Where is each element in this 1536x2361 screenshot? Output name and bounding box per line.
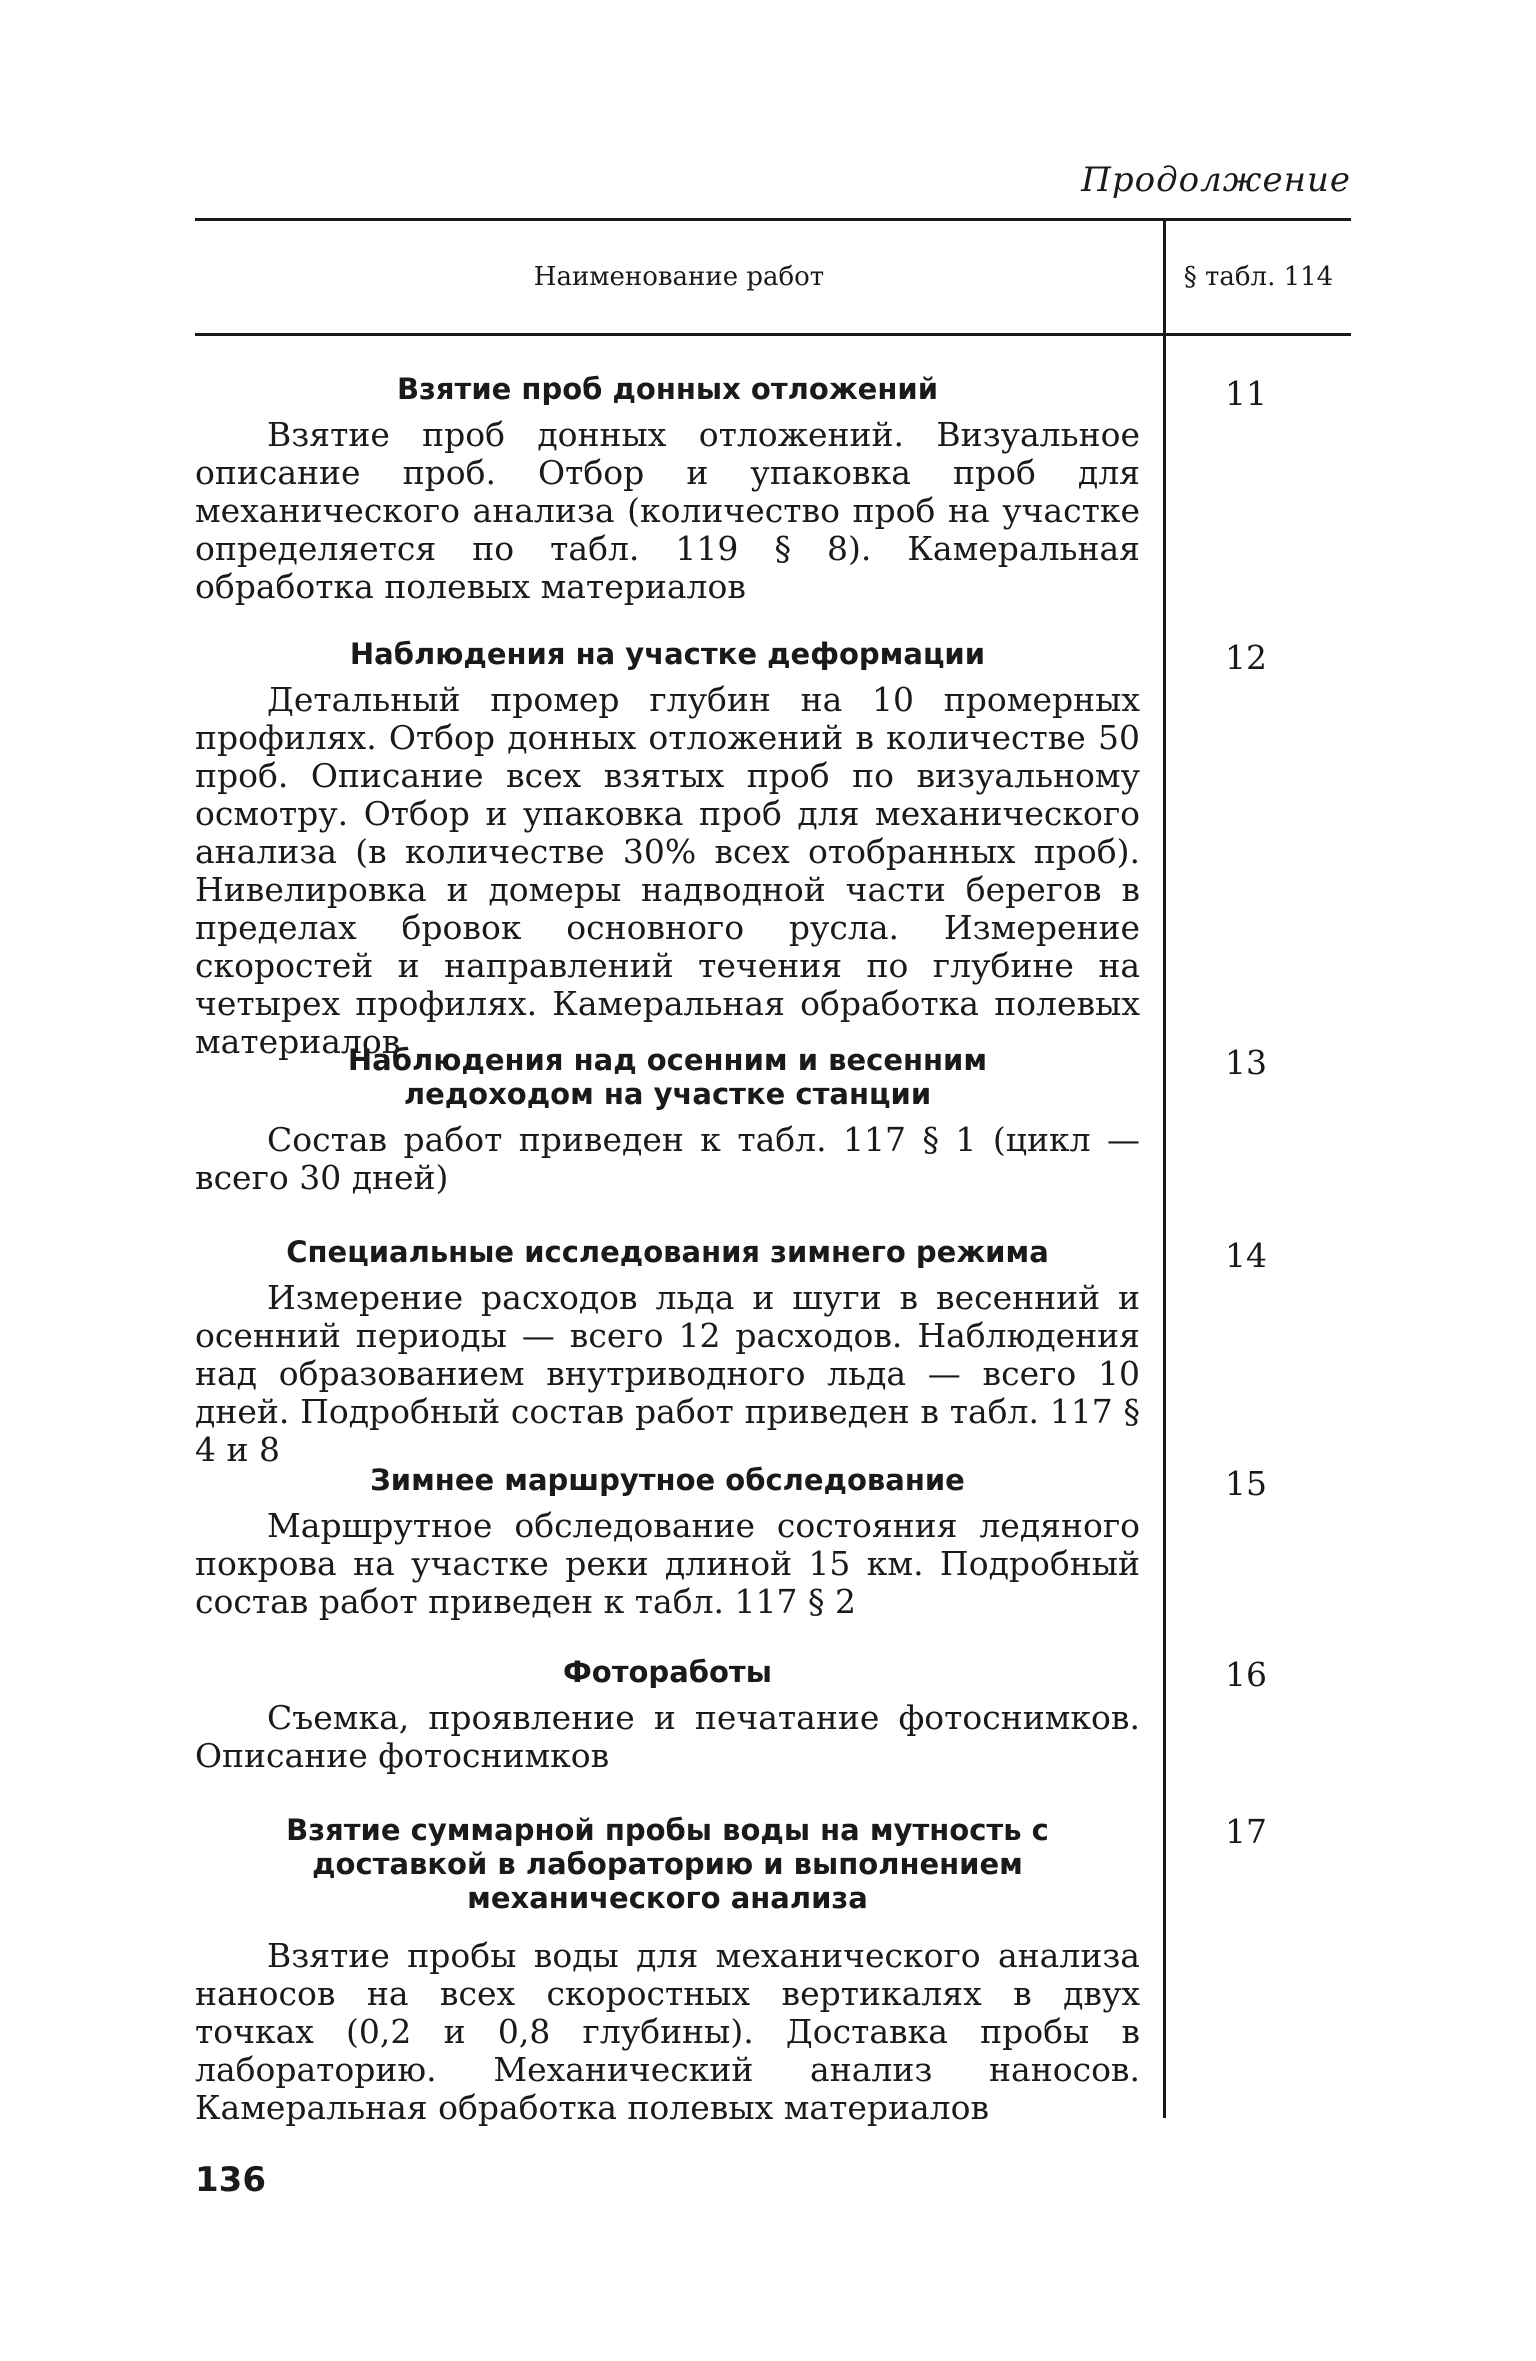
section-number: 17 [1225,1812,1267,1851]
section-title: Наблюдения на участке деформации [349,637,986,671]
table-row-15 [195,1463,1140,1621]
section-title: Наблюдения над осенним и весенним ледоходом на участке станции [347,1043,988,1111]
section-number: 13 [1225,1043,1267,1082]
section-title: Зимнее маршрутное обследование [370,1463,965,1497]
section-number: 12 [1225,638,1267,677]
section-text: Взятие проб донных отложений. Визуальное описание проб. Отбор и упаковка проб для механического анализа (количество проб на участке определяется по табл. 119 § 8). Камеральная обработка полевых материалов [195,415,1140,606]
section-text: Состав работ приведен к табл. 117 § 1 (цикл — всего 30 дней) [195,1120,1140,1197]
section-number: 15 [1225,1464,1267,1503]
section-number: 11 [1225,374,1267,413]
section-title: Взятие проб донных отложений [396,372,939,406]
section-number: 14 [1225,1236,1267,1275]
section-title: Фотоработы [563,1655,772,1689]
table-row-17 [195,1813,1140,2127]
section-text: Маршрутное обследование состояния ледяного покрова на участке реки длиной 15 км. Подробный состав работ приведен к табл. 117 § 2 [195,1506,1140,1621]
table-top-rule [195,218,1351,221]
column-header-ref: § табл. 114 [1183,262,1334,292]
section-number: 16 [1225,1655,1267,1694]
table-row-14 [195,1235,1140,1469]
section-title: Взятие суммарной пробы воды на мутность с доставкой в лабораторию и выполнением механического анализа [286,1813,1049,1915]
table-row-16 [195,1655,1140,1775]
section-text: Детальный промер глубин на 10 промерных профилях. Отбор донных отложений в количестве 50 проб. Описание всех взятых проб по визуальному осмотру. Отбор и упаковка проб для механического анализа (в количестве 30% всех отобранных проб). Нивелировка и домеры надводной части берегов в пределах бровок основного русла. Измерение скоростей и направлений течения по глубине на четырех профилях. Камеральная обработка полевых материалов [195,680,1140,1061]
page-number: 136 [195,2160,266,2200]
column-header-name: Наименование работ [533,262,825,292]
section-text: Измерение расходов льда и шуги в весенний и осенний периоды — всего 12 расходов. Наблюдения над образованием внутриводного льда — всего 10 дней. Подробный состав работ приведен в табл. 117 § 4 и 8 [195,1278,1140,1469]
table-header-rule [195,333,1351,336]
section-text: Взятие пробы воды для механического анализа наносов на всех скоростных вертикалях в двух точках (0,2 и 0,8 глубины). Доставка пробы в лабораторию. Механический анализ наносов. Камеральная обработка полевых материалов [195,1936,1140,2127]
section-title: Специальные исследования зимнего режима [286,1235,1049,1269]
table-row-11 [195,372,1140,606]
table-row-13 [195,1043,1140,1197]
continuation-label: Продолжение [1081,160,1351,200]
table-row-12 [195,637,1140,1061]
section-text: Съемка, проявление и печатание фотоснимков. Описание фотоснимков [195,1698,1140,1775]
